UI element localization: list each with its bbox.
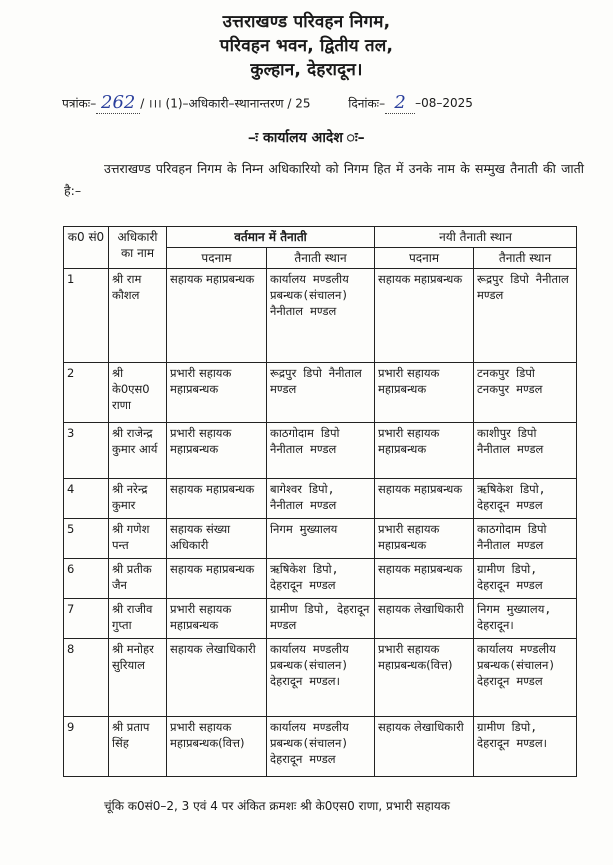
cell-sno: 2 xyxy=(64,363,109,423)
cell-current-place: कार्यालय मण्डलीय प्रबन्धक(संचालन) देहरादून मण्डल xyxy=(267,717,375,777)
letterhead-location: कुल्हान, देहरादून। xyxy=(250,60,363,80)
cell-new-place: निगम मुख्यालय, देहरादून। xyxy=(474,599,577,639)
header-new-post: पदनाम xyxy=(375,248,474,269)
table-row xyxy=(64,423,577,479)
patrank-rest: / ।।। (1)–अधिकारी–स्थानान्तरण / 25 xyxy=(140,96,311,111)
table-row xyxy=(64,479,577,519)
cell-officer-name: श्री नरेन्द्र कुमार xyxy=(109,479,167,519)
cell-current-post: प्रभारी सहायक महाप्रबन्धक xyxy=(167,363,267,423)
table-header-row-1 xyxy=(64,227,577,248)
cell-officer-name: श्री मनोहर सुरियाल xyxy=(109,639,167,717)
cell-officer-name: श्री राम कौशल xyxy=(109,269,167,363)
cell-new-post: सहायक महाप्रबन्धक xyxy=(375,479,474,519)
cell-officer-name: श्री राजेन्द्र कुमार आर्य xyxy=(109,423,167,479)
cell-officer-name: श्री प्रताप सिंह xyxy=(109,717,167,777)
cell-new-place: ग्रामीण डिपो, देहरादून मण्डल xyxy=(474,559,577,599)
cell-current-place: ऋषिकेश डिपो, देहरादून मण्डल xyxy=(267,559,375,599)
cell-current-place: निगम मुख्यालय xyxy=(267,519,375,559)
cell-new-post: प्रभारी सहायक महाप्रबन्धक xyxy=(375,423,474,479)
cell-current-post: सहायक संख्या अधिकारी xyxy=(167,519,267,559)
dinank-handwritten-day: 2 xyxy=(385,92,415,114)
cell-current-post: प्रभारी सहायक महाप्रबन्धक(वित्त) xyxy=(167,717,267,777)
cell-current-post: सहायक महाप्रबन्धक xyxy=(167,559,267,599)
header-officer-name: अधिकारी का नाम xyxy=(109,227,167,269)
letterhead xyxy=(0,10,613,82)
cell-new-place: कार्यालय मण्डलीय प्रबन्धक(संचालन) देहरादून मण्डल xyxy=(474,639,577,717)
cell-new-post: प्रभारी सहायक महाप्रबन्धक(वित्त) xyxy=(375,639,474,717)
cell-sno: 9 xyxy=(64,717,109,777)
table-row xyxy=(64,599,577,639)
patrank-handwritten-number: 262 xyxy=(96,92,140,114)
cell-new-place: काशीपुर डिपो नैनीताल मण्डल xyxy=(474,423,577,479)
cell-current-post: सहायक महाप्रबन्धक xyxy=(167,269,267,363)
reference-line xyxy=(62,92,582,114)
cell-new-post: सहायक लेखाधिकारी xyxy=(375,717,474,777)
letterhead-org-name: उत्तराखण्ड परिवहन निगम, xyxy=(222,12,391,32)
cell-new-place: काठगोदाम डिपो नैनीताल मण्डल xyxy=(474,519,577,559)
cell-current-post: सहायक महाप्रबन्धक xyxy=(167,479,267,519)
cell-new-post: सहायक लेखाधिकारी xyxy=(375,599,474,639)
header-current-post: पदनाम xyxy=(167,248,267,269)
table-row xyxy=(64,639,577,717)
cell-current-place: रूद्रपुर डिपो नैनीताल मण्डल xyxy=(267,363,375,423)
cell-sno: 7 xyxy=(64,599,109,639)
cell-sno: 8 xyxy=(64,639,109,717)
header-new-posting: नयी तैनाती स्थान xyxy=(375,227,577,248)
cell-current-place: कार्यालय मण्डलीय प्रबन्धक(संचालन) नैनीताल मण्डल xyxy=(267,269,375,363)
cell-sno: 4 xyxy=(64,479,109,519)
footer-paragraph: चूंकि क0सं0–2, 3 एवं 4 पर अंकित क्रमशः श्री के0एस0 राणा, प्रभारी सहायक xyxy=(104,799,450,813)
header-new-place: तैनाती स्थान xyxy=(474,248,577,269)
header-current-place: तैनाती स्थान xyxy=(267,248,375,269)
dinank-label: दिनांकः– xyxy=(348,96,386,111)
table-row xyxy=(64,269,577,363)
cell-current-place: ग्रामीण डिपो, देहरादून मण्डल xyxy=(267,599,375,639)
patrank-label: पत्रांकः– xyxy=(62,96,97,111)
transfer-table xyxy=(63,226,577,777)
cell-officer-name: श्री के0एस0 राणा xyxy=(109,363,167,423)
letterhead-building: परिवहन भवन, द्वितीय तल, xyxy=(219,36,394,56)
cell-current-post: सहायक लेखाधिकारी xyxy=(167,639,267,717)
table-row xyxy=(64,519,577,559)
cell-current-place: काठगोदाम डिपो नैनीताल मण्डल xyxy=(267,423,375,479)
cell-new-place: ऋषिकेश डिपो, देहरादून मण्डल xyxy=(474,479,577,519)
cell-current-place: कार्यालय मण्डलीय प्रबन्धक(संचालन) देहरादून मण्डल। xyxy=(267,639,375,717)
cell-sno: 3 xyxy=(64,423,109,479)
cell-sno: 5 xyxy=(64,519,109,559)
cell-new-place: रूद्रपुर डिपो नैनीताल मण्डल xyxy=(474,269,577,363)
cell-officer-name: श्री राजीव गुप्ता xyxy=(109,599,167,639)
table-row xyxy=(64,363,577,423)
cell-sno: 6 xyxy=(64,559,109,599)
cell-current-post: प्रभारी सहायक महाप्रबन्धक xyxy=(167,599,267,639)
cell-current-post: प्रभारी सहायक महाप्रबन्धक xyxy=(167,423,267,479)
cell-new-place: टनकपुर डिपो टनकपुर मण्डल xyxy=(474,363,577,423)
header-current-posting: वर्तमान में तैनाती xyxy=(167,227,375,248)
table-row xyxy=(64,717,577,777)
cell-officer-name: श्री प्रतीक जैन xyxy=(109,559,167,599)
cell-new-post: प्रभारी सहायक महाप्रबन्धक xyxy=(375,363,474,423)
cell-officer-name: श्री गणेश पन्त xyxy=(109,519,167,559)
cell-new-place: ग्रामीण डिपो, देहरादून मण्डल। xyxy=(474,717,577,777)
cell-new-post: सहायक महाप्रबन्धक xyxy=(375,269,474,363)
cell-new-post: प्रभारी सहायक महाप्रबन्धक xyxy=(375,519,474,559)
office-order-title: –ः कार्यालय आदेश ः– xyxy=(248,130,365,146)
dinank-rest: –08–2025 xyxy=(415,96,473,110)
table-row xyxy=(64,559,577,599)
intro-paragraph: उत्तराखण्ड परिवहन निगम के निम्न अधिकारियो को निगम हित में उनके नाम के सम्मुख तैनाती की जाती है:– xyxy=(64,161,584,198)
cell-current-place: बागेश्वर डिपो, नैनीताल मण्डल xyxy=(267,479,375,519)
cell-sno: 1 xyxy=(64,269,109,363)
header-sno: क0 सं0 xyxy=(64,227,109,269)
cell-new-post: सहायक महाप्रबन्धक xyxy=(375,559,474,599)
